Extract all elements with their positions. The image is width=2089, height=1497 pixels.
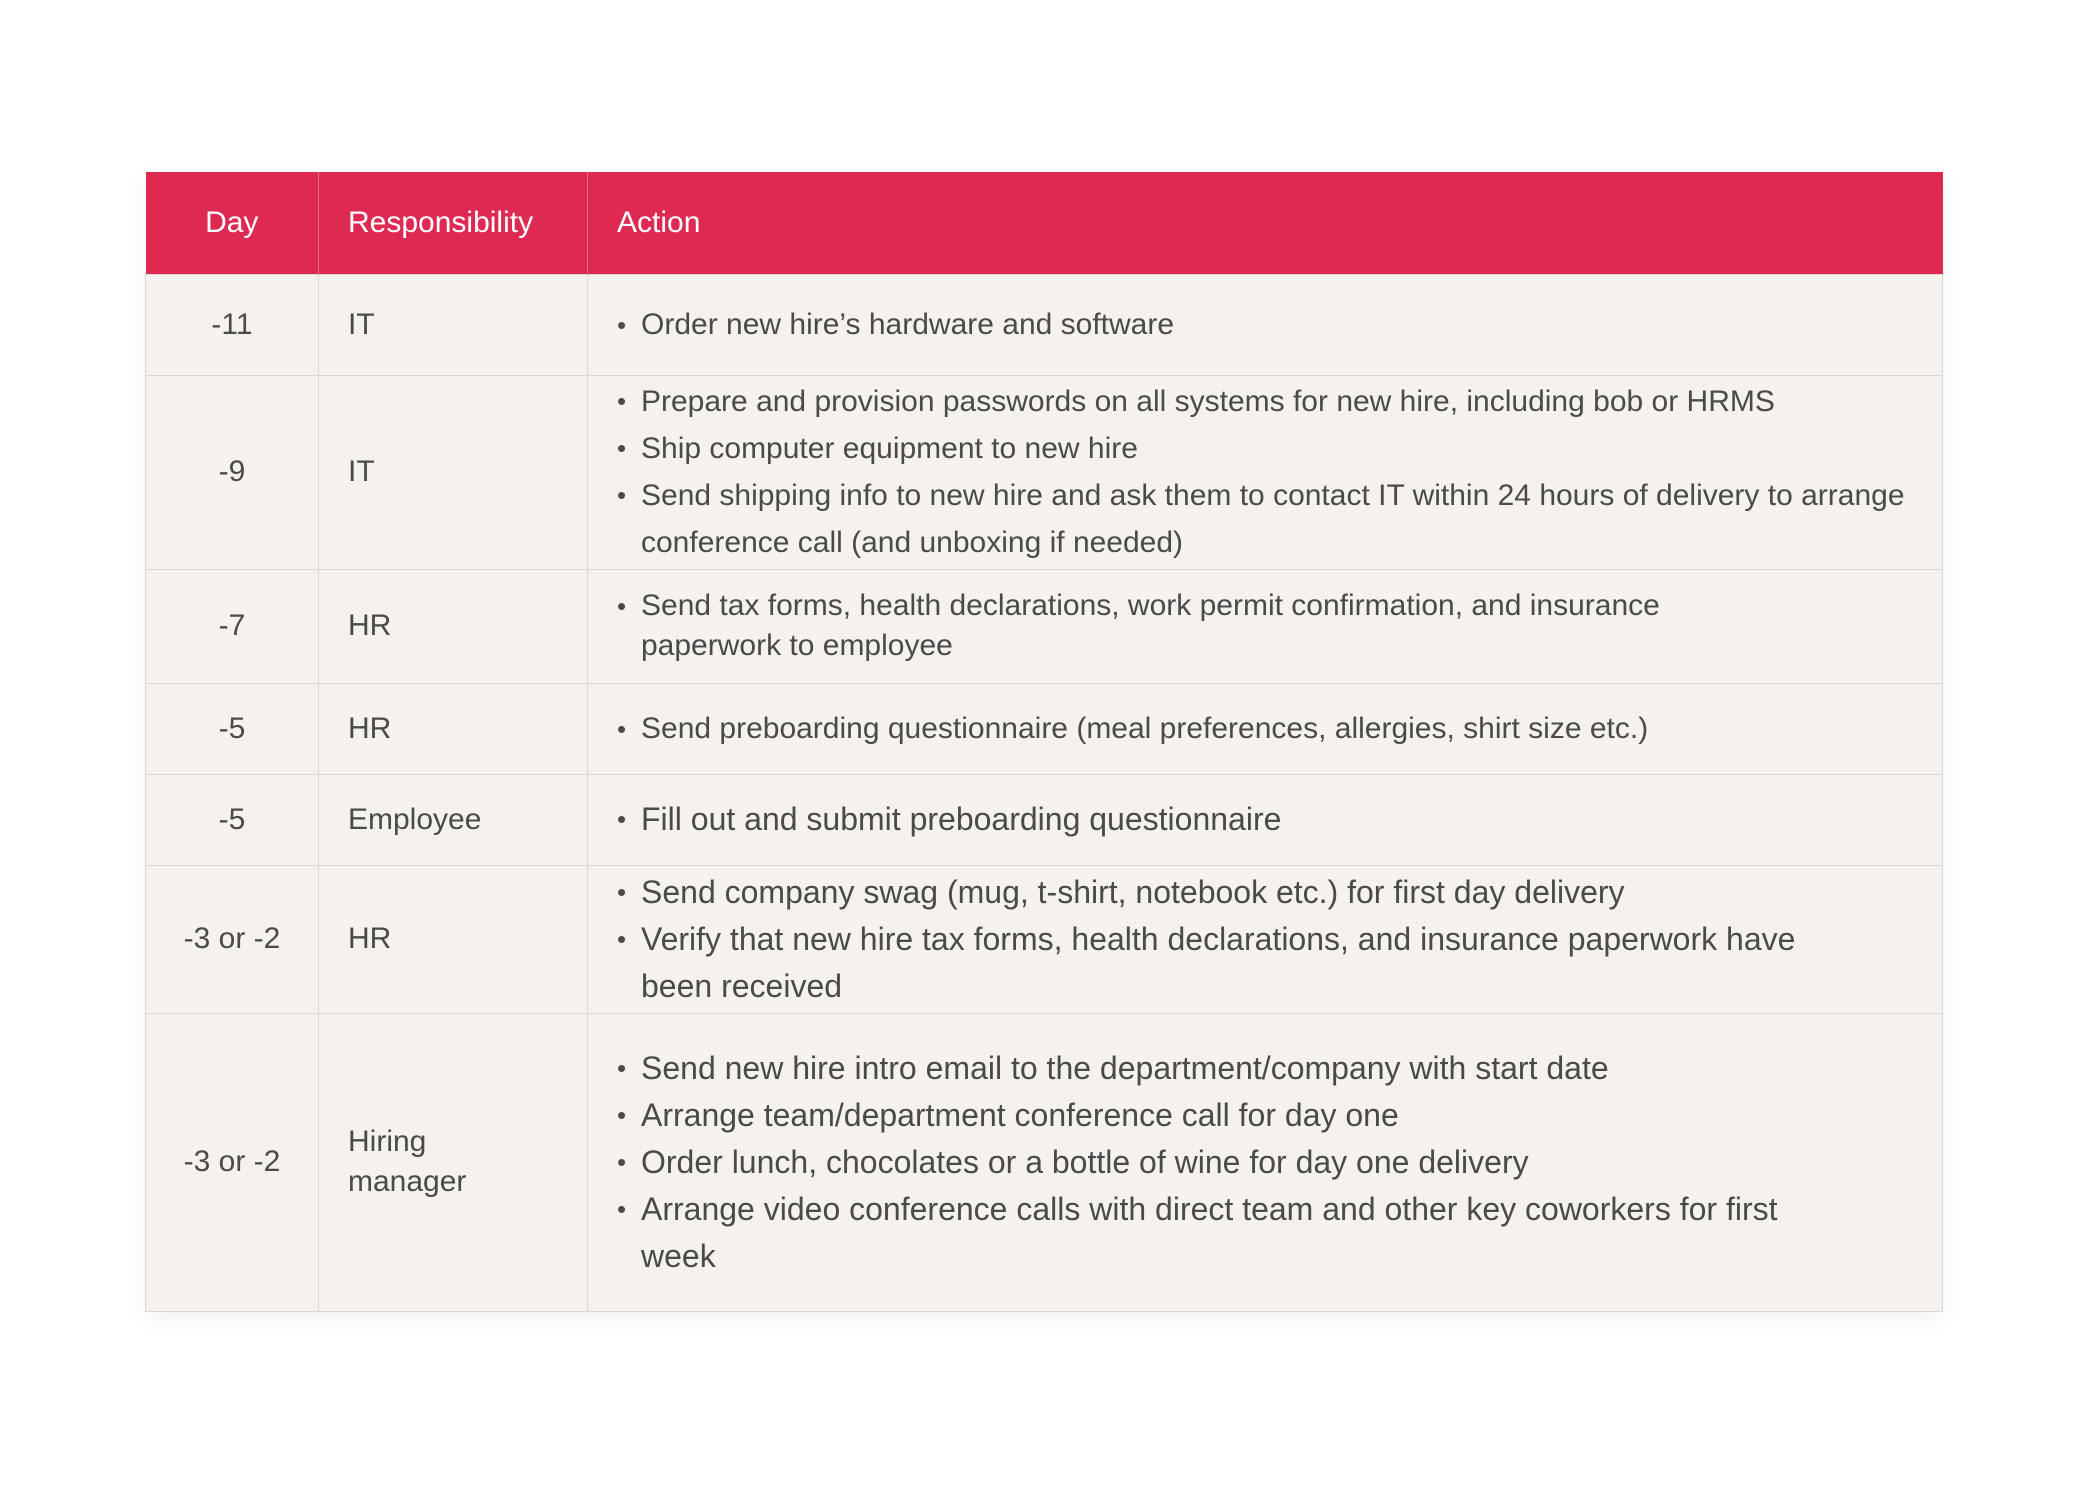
header-row xyxy=(146,172,1943,274)
cell-action xyxy=(588,1013,1943,1311)
action-list xyxy=(617,378,1942,566)
cell-day: -7 xyxy=(146,569,319,683)
cell-action xyxy=(588,274,1943,375)
header-action: Action xyxy=(617,205,701,239)
cell-action xyxy=(588,569,1943,683)
action-list xyxy=(617,869,1942,1010)
action-list xyxy=(617,709,1942,749)
table-row xyxy=(146,274,1943,375)
cell-responsibility: HR xyxy=(319,683,588,774)
table-row xyxy=(146,683,1943,774)
cell-responsibility: HR xyxy=(319,865,588,1013)
cell-responsibility: Hiring manager xyxy=(319,1013,588,1311)
action-item: • Arrange team/department conference call for day one xyxy=(617,1092,1942,1139)
action-item: • Arrange video conference calls with direct team and other key coworkers for first week xyxy=(617,1186,1942,1280)
cell-action xyxy=(588,865,1943,1013)
cell-responsibility: IT xyxy=(319,274,588,375)
action-list xyxy=(617,1045,1942,1280)
action-item: • Prepare and provision passwords on all systems for new hire, including bob or HRMS xyxy=(617,378,1942,425)
action-item: • Send company swag (mug, t-shirt, notebook etc.) for first day delivery xyxy=(617,869,1942,916)
action-item: • Verify that new hire tax forms, health declarations, and insurance paperwork have been received xyxy=(617,916,1942,1010)
cell-day: -3 or -2 xyxy=(146,1013,319,1311)
onboarding-schedule-table xyxy=(145,172,1943,1312)
action-item: • Order new hire’s hardware and software xyxy=(617,305,1942,345)
cell-action xyxy=(588,375,1943,569)
cell-day: -5 xyxy=(146,683,319,774)
action-item: • Send shipping info to new hire and ask them to contact IT within 24 hours of delivery to arrange conference call (and unboxing if needed) xyxy=(617,472,1942,566)
action-item: • Send tax forms, health declarations, work permit confirmation, and insurance paperwork to employee xyxy=(617,586,1942,666)
cell-responsibility: IT xyxy=(319,375,588,569)
action-list xyxy=(617,796,1942,843)
action-item: • Order lunch, chocolates or a bottle of wine for day one delivery xyxy=(617,1139,1942,1186)
cell-responsibility: Employee xyxy=(319,774,588,865)
table-header xyxy=(146,172,1943,274)
cell-day: -9 xyxy=(146,375,319,569)
table-row xyxy=(146,375,1943,569)
action-item: • Send preboarding questionnaire (meal preferences, allergies, shirt size etc.) xyxy=(617,709,1942,749)
header-responsibility: Responsibility xyxy=(319,172,588,274)
table-body xyxy=(146,274,1943,1311)
cell-action xyxy=(588,683,1943,774)
table-row xyxy=(146,774,1943,865)
cell-day: -11 xyxy=(146,274,319,375)
action-list xyxy=(617,305,1942,345)
table-row xyxy=(146,865,1943,1013)
table-row xyxy=(146,1013,1943,1311)
cell-day: -5 xyxy=(146,774,319,865)
action-list xyxy=(617,586,1942,666)
table-row xyxy=(146,569,1943,683)
action-item: • Fill out and submit preboarding questionnaire xyxy=(617,796,1942,843)
cell-action xyxy=(588,774,1943,865)
cell-responsibility: HR xyxy=(319,569,588,683)
action-item: • Ship computer equipment to new hire xyxy=(617,425,1942,472)
onboarding-schedule-table-container xyxy=(145,172,1942,1312)
action-item: • Send new hire intro email to the department/company with start date xyxy=(617,1045,1942,1092)
cell-day: -3 or -2 xyxy=(146,865,319,1013)
header-day: Day xyxy=(146,172,319,274)
